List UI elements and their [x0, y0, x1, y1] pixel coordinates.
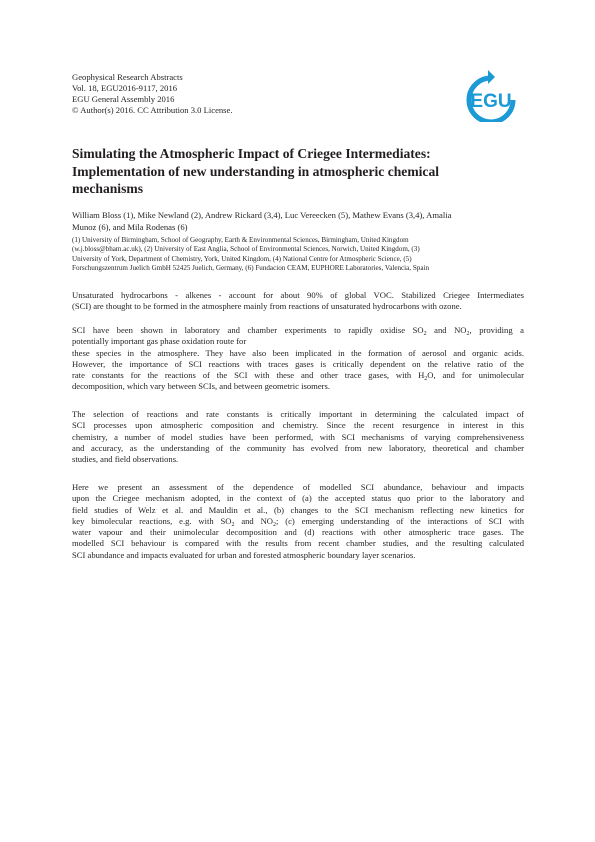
author-line: Munoz (6), and Mila Rodenas (6): [72, 221, 188, 232]
text-line: The selection of reactions and rate constants is critically important in determining the calculated impact of: [72, 409, 524, 419]
title-line: Simulating the Atmospheric Impact of Criegee Intermediates:: [72, 146, 431, 161]
text-line: (SCI) are thought to be formed in the atmosphere mainly from reactions of unsaturated hydrocarbons with ozone.: [72, 301, 462, 312]
author-list: [72, 210, 524, 233]
abstract-paragraph-1: [72, 290, 524, 313]
copyright-notice: © Author(s) 2016. CC Attribution 3.0 License.: [72, 105, 233, 115]
affiliations: [72, 236, 527, 273]
journal-name: Geophysical Research Abstracts: [72, 72, 183, 82]
text-span: and NO: [234, 515, 273, 526]
text-line: chemistry, a number of model studies have been performed, with SCI mechanisms of varying comprehensiveness: [72, 431, 524, 442]
subscript: 2: [272, 521, 276, 528]
text-line: Here we present an assessment of the dependence of modelled SCI abundance, behaviour and impacts: [72, 482, 524, 492]
text-line: Unsaturated hydrocarbons - alkenes - account for about 90% of global VOC. Stabilized Criegee Intermediates: [72, 290, 524, 300]
text-line: water vapour and their unimolecular decomposition and (d) reactions with other atmospheric trace gases. The: [72, 527, 524, 538]
affiliation-line: (w.j.bloss@bham.ac.uk), (2) University of East Anglia, School of Environmental Sciences, Norwich, United Kingdom, (3): [72, 245, 420, 254]
assembly-name: EGU General Assembly 2016: [72, 94, 175, 104]
affiliation-line: (1) University of Birmingham, School of Geography, Earth & Environmental Sciences, Birmingham, United Kingdom: [72, 236, 409, 244]
logo-text: EGU: [470, 91, 512, 112]
title-line: Implementation of new understanding in atmospheric chemical: [72, 163, 440, 179]
text-line: SCI processes upon atmospheric composition and chemistry. Since the recent resurgence in interest in this: [72, 420, 524, 431]
title-line: mechanisms: [72, 181, 143, 196]
egu-logo: [455, 66, 527, 122]
abstract-paragraph-2: [72, 325, 524, 393]
abstract-paragraph-4: [72, 482, 524, 561]
journal-header: [72, 72, 233, 116]
text-line: modelled SCI behaviour is compared with the results from recent chamber studies, and the resulting calculated: [72, 538, 524, 549]
text-line: [72, 370, 524, 381]
text-line: studies, and field observations.: [72, 454, 179, 465]
text-line: SCI abundance and impacts evaluated for urban and forested atmospheric boundary layer scenarios.: [72, 549, 416, 560]
text-line: upon the Criegee mechanism adopted, in the context of (a) the accepted status quo prior to the laboratory and: [72, 493, 524, 504]
text-line: and accuracy, as the understanding of the community has evolved from new laboratory, theoretical and chamber: [72, 442, 524, 453]
affiliation-line: Forschungszentrum Juelich GmbH 52425 Juelich, Germany, (6) Fundacion CEAM, EUPHORE Laboratories, Valencia, Spain: [72, 263, 429, 272]
text-line: [72, 325, 524, 336]
text-line: However, the importance of SCI reactions with traces gases is critically dependent on the relative ratio of the: [72, 358, 524, 369]
affiliation-line: University of York, Department of Chemistry, York, United Kingdom, (4) National Centre for Atmospheric Science, (5): [72, 254, 412, 263]
subscript: 2: [423, 331, 427, 337]
subscript: 2: [466, 331, 470, 337]
text-line: field studies of Welz et al. and Mauldin et al., (b) changes to the SCI mechanism reflecting new kinetics for: [72, 504, 524, 515]
abstract-paragraph-3: [72, 409, 524, 465]
subscript: 2: [424, 376, 428, 383]
subscript: 2: [231, 521, 235, 528]
text-span: rate constants for the reactions of the SCI with these and other trace gases, with H: [72, 370, 425, 381]
text-span: key bimolecular reactions, e.g. with SO: [72, 515, 232, 526]
text-span: ; (c) emerging understanding of the interactions of SCI with: [275, 515, 524, 526]
text-line: these species in the atmosphere. They have also been implicated in the formation of aerosol and organic acids.: [72, 347, 524, 358]
text-line: [72, 516, 524, 527]
text-span: O, and for unimolecular: [427, 370, 524, 381]
text-span: and NO: [426, 325, 467, 335]
volume-info: Vol. 18, EGU2016-9117, 2016: [72, 83, 178, 93]
logo-arrow-icon: [488, 70, 495, 84]
author-line: William Bloss (1), Mike Newland (2), Andrew Rickard (3,4), Luc Vereecken (5), Mathew Evans (3,4), Amalia: [72, 210, 452, 220]
text-span: , providing a: [469, 325, 524, 335]
paper-title: [72, 145, 524, 198]
text-span: SCI have been shown in laboratory and chamber experiments to rapidly oxidise SO: [72, 325, 424, 335]
text-line: potentially important gas phase oxidation route for: [72, 336, 247, 347]
text-line: decomposition, which vary between SCIs, and between geometric isomers.: [72, 381, 330, 392]
